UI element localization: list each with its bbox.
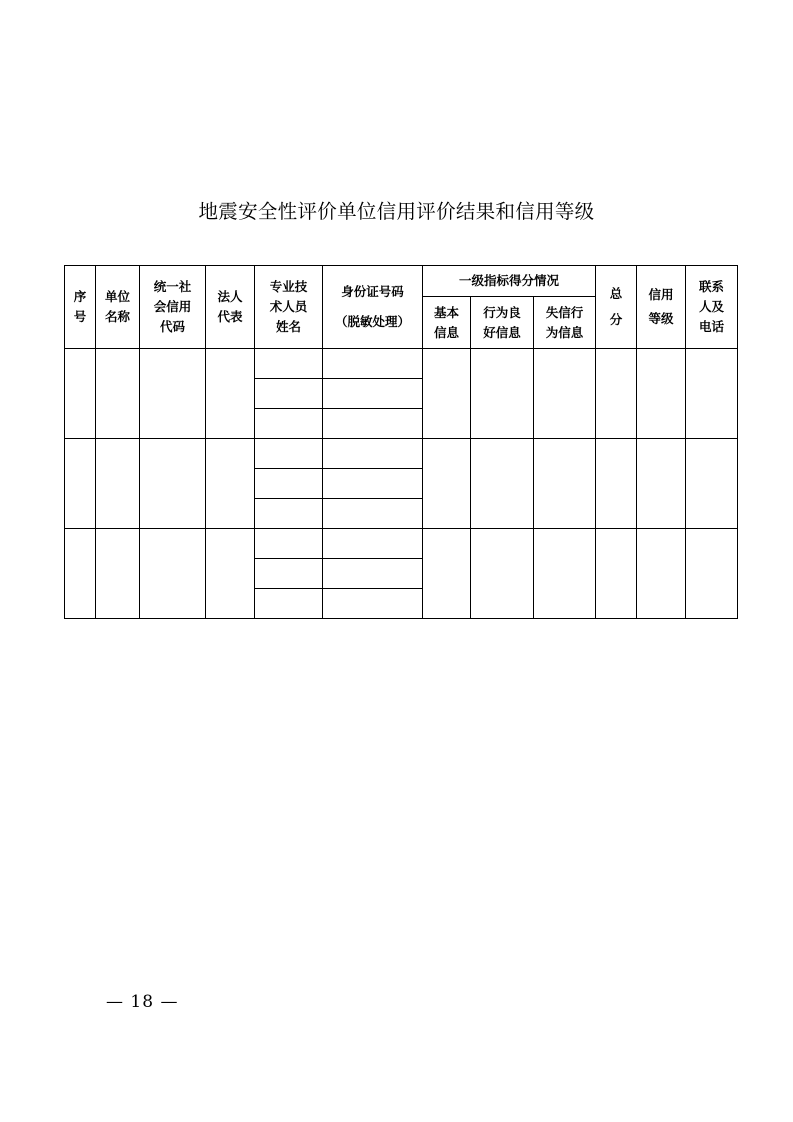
header-credit-code: 统一社 会信用 代码: [140, 266, 206, 349]
cell-contact: [686, 439, 738, 529]
cell-contact: [686, 349, 738, 439]
table-row: [65, 439, 738, 469]
cell-seq: [65, 529, 96, 619]
cell-total: [596, 439, 637, 529]
cell-id-number: [323, 349, 423, 379]
cell-unit-name: [96, 439, 140, 529]
cell-grade: [637, 439, 686, 529]
cell-tech-staff: [255, 349, 323, 379]
cell-good-behavior: [471, 439, 534, 529]
header-good-behavior: 行为良 好信息: [471, 297, 534, 349]
cell-credit-code: [140, 349, 206, 439]
cell-basic-info: [423, 349, 471, 439]
cell-id-number: [323, 439, 423, 469]
header-id-number: 身份证号码 （脱敏处理）: [323, 266, 423, 349]
cell-bad-behavior: [534, 349, 596, 439]
cell-id-number: [323, 589, 423, 619]
cell-seq: [65, 439, 96, 529]
cell-id-number: [323, 469, 423, 499]
header-legal-rep: 法人 代表: [206, 266, 255, 349]
cell-id-number: [323, 529, 423, 559]
cell-grade: [637, 349, 686, 439]
header-unit-name: 单位 名称: [96, 266, 140, 349]
cell-legal-rep: [206, 529, 255, 619]
cell-id-number: [323, 409, 423, 439]
header-total: 总 分: [596, 266, 637, 349]
header-basic-info: 基本 信息: [423, 297, 471, 349]
header-score-group: 一级指标得分情况: [423, 266, 596, 297]
cell-tech-staff: [255, 469, 323, 499]
cell-id-number: [323, 379, 423, 409]
cell-unit-name: [96, 349, 140, 439]
cell-legal-rep: [206, 349, 255, 439]
cell-bad-behavior: [534, 439, 596, 529]
page-number: — 18 —: [106, 992, 179, 1012]
cell-credit-code: [140, 439, 206, 529]
cell-tech-staff: [255, 439, 323, 469]
cell-basic-info: [423, 529, 471, 619]
page-title: 地震安全性评价单位信用评价结果和信用等级: [198, 200, 595, 223]
cell-good-behavior: [471, 529, 534, 619]
cell-contact: [686, 529, 738, 619]
cell-tech-staff: [255, 559, 323, 589]
cell-total: [596, 529, 637, 619]
cell-bad-behavior: [534, 529, 596, 619]
cell-tech-staff: [255, 499, 323, 529]
cell-basic-info: [423, 439, 471, 529]
cell-tech-staff: [255, 409, 323, 439]
cell-id-number: [323, 499, 423, 529]
cell-id-number: [323, 559, 423, 589]
header-bad-behavior: 失信行 为信息: [534, 297, 596, 349]
header-grade: 信用 等级: [637, 266, 686, 349]
cell-grade: [637, 529, 686, 619]
cell-unit-name: [96, 529, 140, 619]
header-contact: 联系 人及 电话: [686, 266, 738, 349]
cell-total: [596, 349, 637, 439]
cell-tech-staff: [255, 589, 323, 619]
cell-legal-rep: [206, 439, 255, 529]
header-seq: 序 号: [65, 266, 96, 349]
cell-tech-staff: [255, 529, 323, 559]
cell-tech-staff: [255, 379, 323, 409]
credit-evaluation-table: [64, 265, 738, 619]
table-row: [65, 529, 738, 559]
cell-good-behavior: [471, 349, 534, 439]
cell-seq: [65, 349, 96, 439]
cell-credit-code: [140, 529, 206, 619]
table-row: [65, 349, 738, 379]
header-tech-staff: 专业技 术人员 姓名: [255, 266, 323, 349]
